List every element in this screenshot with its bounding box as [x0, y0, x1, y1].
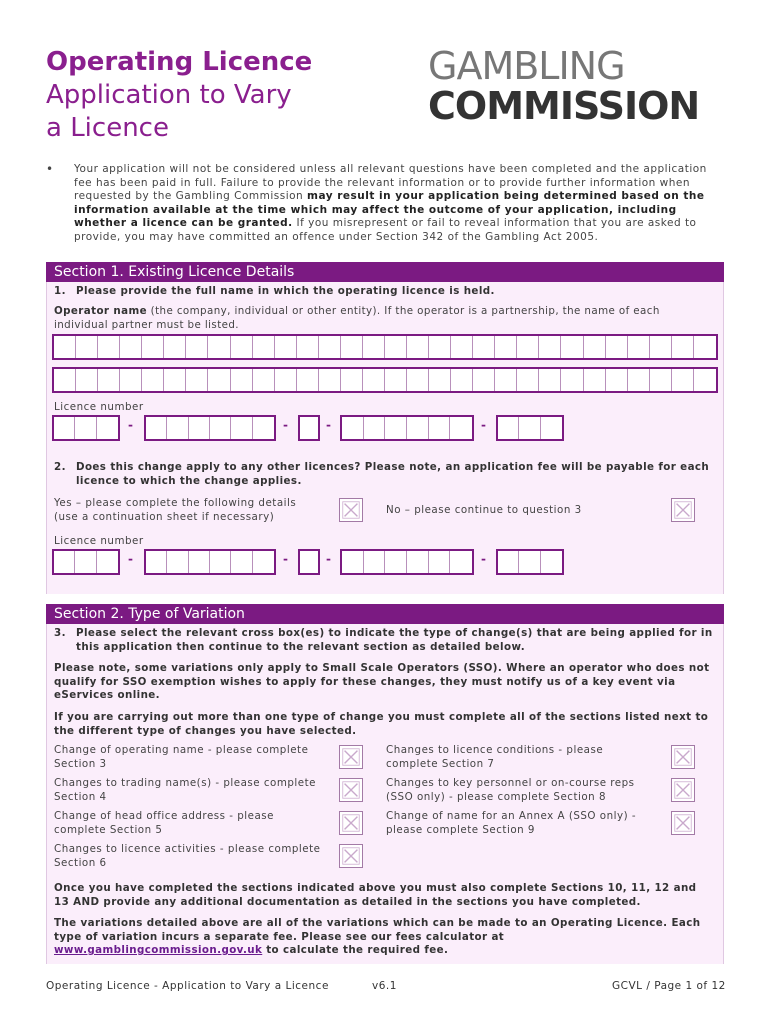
licence-number-part-5[interactable]: [496, 415, 564, 441]
option-label-line-1: Changes to key personnel or on-course reps: [386, 777, 635, 789]
option-label-line-1: Change of name for an Annex A (SSO only) -: [386, 810, 637, 822]
character-cell: [319, 336, 341, 358]
yes-option-line-1: Yes – please complete the following details: [54, 497, 297, 509]
character-cell: [98, 336, 120, 358]
option-change-operating-name: [54, 744, 324, 771]
option-changes-trading-names: [54, 777, 324, 804]
other-licence-part-1[interactable]: [52, 549, 120, 575]
character-cell: [498, 417, 519, 439]
licence-number-dash-3: -: [326, 418, 331, 432]
character-cell: [54, 417, 75, 439]
licence-number-part-4[interactable]: [340, 415, 474, 441]
character-cell: [120, 336, 142, 358]
character-cell: [519, 551, 540, 573]
question-2: [54, 461, 714, 488]
character-cell: [76, 336, 98, 358]
operator-name-field-2[interactable]: [52, 367, 718, 393]
question-2-number: 2.: [54, 461, 66, 473]
character-cell: [97, 417, 118, 439]
character-cell: [164, 369, 186, 391]
other-licence-part-4[interactable]: [340, 549, 474, 575]
character-cell: [189, 417, 210, 439]
option-label-line-2: (SSO only) - please complete Section 8: [386, 790, 606, 803]
licence-number-dash-2: -: [283, 418, 288, 432]
character-cell: [120, 369, 142, 391]
option-label-line-2: please complete Section 9: [386, 823, 535, 836]
title-line-2: Application to Vary: [46, 80, 292, 110]
section-1-header: Section 1. Existing Licence Details: [46, 262, 724, 282]
bullet-icon: •: [46, 162, 54, 176]
completion-note: Once you have completed the sections indicated above you must also complete Sections 10, 11, 12 and 13 AND provide any additional documentation as detailed in the sections you have completed.: [54, 882, 697, 908]
option-label-line-2: complete Section 7: [386, 757, 495, 770]
character-cell: [473, 336, 495, 358]
character-cell: [584, 369, 606, 391]
character-cell: [342, 417, 364, 439]
character-cell: [300, 551, 318, 573]
option-label-line-1: Changes to licence activities - please complete: [54, 843, 321, 855]
character-cell: [275, 369, 297, 391]
title-line-3: a Licence: [46, 113, 169, 143]
checkbox-change-annex-a-name[interactable]: [671, 811, 695, 835]
character-cell: [341, 336, 363, 358]
character-cell: [429, 369, 451, 391]
character-cell: [253, 551, 274, 573]
question-1: [54, 285, 495, 299]
character-cell: [451, 369, 473, 391]
checkbox-change-operating-name[interactable]: [339, 745, 363, 769]
character-cell: [541, 551, 562, 573]
character-cell: [385, 551, 407, 573]
character-cell: [210, 417, 231, 439]
character-cell: [517, 369, 539, 391]
other-licence-dash-1: -: [128, 552, 133, 566]
character-cell: [606, 369, 628, 391]
character-cell: [76, 369, 98, 391]
character-cell: [385, 417, 407, 439]
fees-note: [54, 917, 714, 958]
character-cell: [451, 336, 473, 358]
character-cell: [167, 417, 188, 439]
character-cell: [75, 417, 96, 439]
character-cell: [495, 369, 517, 391]
multiple-changes-note: If you are carrying out more than one type of change you must complete all of the sections listed next to the different type of changes you have selected.: [54, 711, 709, 737]
checkbox-changes-trading-names[interactable]: [339, 778, 363, 802]
licence-number-dash-1: -: [128, 418, 133, 432]
other-licence-dash-2: -: [283, 552, 288, 566]
character-cell: [498, 551, 519, 573]
character-cell: [275, 336, 297, 358]
character-cell: [584, 336, 606, 358]
character-cell: [146, 417, 167, 439]
character-cell: [407, 336, 429, 358]
character-cell: [429, 417, 451, 439]
character-cell: [429, 551, 451, 573]
character-cell: [342, 551, 364, 573]
licence-number-label-2: Licence number: [54, 535, 144, 547]
character-cell: [146, 551, 167, 573]
character-cell: [210, 551, 231, 573]
option-changes-key-personnel: [386, 777, 661, 804]
gambling-commission-logo: [428, 46, 699, 126]
character-cell: [164, 336, 186, 358]
character-cell: [628, 369, 650, 391]
footer-version: v6.1: [372, 980, 397, 992]
fees-note-text-2: to calculate the required fee.: [262, 944, 449, 956]
character-cell: [672, 336, 694, 358]
character-cell: [54, 369, 76, 391]
section-2-header: Section 2. Type of Variation: [46, 604, 724, 624]
character-cell: [297, 369, 319, 391]
no-checkbox[interactable]: [671, 498, 695, 522]
character-cell: [319, 369, 341, 391]
character-cell: [539, 369, 561, 391]
title-line-1: Operating Licence: [46, 47, 313, 77]
option-label-line-2: Section 3: [54, 757, 107, 770]
character-cell: [363, 336, 385, 358]
option-change-annex-a-name: [386, 810, 661, 837]
character-cell: [606, 336, 628, 358]
character-cell: [429, 336, 451, 358]
option-change-head-office: [54, 810, 324, 837]
other-licence-dash-4: -: [481, 552, 486, 566]
page-title: [46, 46, 312, 145]
character-cell: [650, 369, 672, 391]
character-cell: [407, 417, 429, 439]
option-changes-licence-activities: [54, 843, 334, 870]
character-cell: [519, 417, 540, 439]
other-licence-part-2[interactable]: [144, 549, 276, 575]
character-cell: [407, 551, 429, 573]
character-cell: [208, 336, 230, 358]
footer-page-number: GCVL / Page 1 of 12: [612, 980, 726, 992]
fees-note-text-1: The variations detailed above are all of the variations which can be made to an Operating Licence. Each type of variation incurs a separate fee. Please see our fees calculator at: [54, 917, 701, 943]
character-cell: [364, 551, 386, 573]
character-cell: [363, 369, 385, 391]
intro-notice: [46, 163, 726, 244]
character-cell: [97, 551, 118, 573]
other-licence-part-3[interactable]: [298, 549, 320, 575]
other-licence-part-5[interactable]: [496, 549, 564, 575]
character-cell: [231, 336, 253, 358]
option-label-line-1: Change of head office address - please: [54, 810, 275, 822]
character-cell: [385, 369, 407, 391]
fees-calculator-link[interactable]: www.gamblingcommission.gov.uk: [54, 944, 263, 956]
checkbox-changes-licence-conditions[interactable]: [671, 745, 695, 769]
character-cell: [450, 417, 472, 439]
option-label-line-1: Changes to licence conditions - please: [386, 744, 604, 756]
character-cell: [541, 417, 562, 439]
character-cell: [253, 417, 274, 439]
character-cell: [54, 551, 75, 573]
checkbox-changes-licence-activities[interactable]: [339, 844, 363, 868]
character-cell: [694, 336, 716, 358]
licence-number-label: Licence number: [54, 401, 144, 413]
character-cell: [450, 551, 472, 573]
intro-text-1: Your application will not be considered unless all relevant questions have been completed and the application fee has been paid in full. Failure to provide the relevant information or to provide further information when requested by the Gambling Commission: [74, 163, 707, 202]
option-label-line-1: Changes to trading name(s) - please complete: [54, 777, 316, 789]
character-cell: [407, 369, 429, 391]
no-option-label: No – please continue to question 3: [386, 504, 582, 516]
option-label-line-2: Section 4: [54, 790, 107, 803]
question-3-text: Please select the relevant cross box(es) to indicate the type of change(s) that are being applied for in this application then continue to the relevant section as detailed below.: [76, 627, 713, 653]
character-cell: [473, 369, 495, 391]
character-cell: [75, 551, 96, 573]
yes-checkbox[interactable]: [339, 498, 363, 522]
intro-text-2: If you misrepresent or fail to reveal information that you are asked to provide, you may have committed an offence under Section 342 of the Gambling Act 2005.: [74, 217, 697, 243]
question-3-number: 3.: [54, 627, 66, 639]
logo-line-1: GAMBLING: [428, 44, 625, 88]
character-cell: [142, 369, 164, 391]
character-cell: [694, 369, 716, 391]
character-cell: [517, 336, 539, 358]
sso-note: Please note, some variations only apply to Small Scale Operators (SSO). Where an operator who does not qualify for SSO exemption wishes to apply for these changes, they must notify us of a key event via eServices online.: [54, 662, 710, 701]
question-1-text: Please provide the full name in which the operating licence is held.: [76, 285, 495, 297]
option-label-line-1: Change of operating name - please complete: [54, 744, 309, 756]
character-cell: [672, 369, 694, 391]
character-cell: [98, 369, 120, 391]
character-cell: [231, 369, 253, 391]
licence-number-part-1[interactable]: [52, 415, 120, 441]
operator-name-hint: (the company, individual or other entity). If the operator is a partnership, the name of each individual partner must be listed.: [54, 305, 660, 331]
character-cell: [231, 417, 252, 439]
character-cell: [341, 369, 363, 391]
character-cell: [186, 369, 208, 391]
intro-text-bold: may result in your application being determined based on the information available at the time which may affect the outcome of your application, including whether a licence can be granted.: [74, 190, 705, 229]
character-cell: [253, 369, 275, 391]
character-cell: [300, 417, 318, 439]
character-cell: [495, 336, 517, 358]
operator-name-label: Operator name: [54, 305, 147, 317]
yes-option-line-2: (use a continuation sheet if necessary): [54, 510, 275, 523]
character-cell: [385, 336, 407, 358]
character-cell: [231, 551, 252, 573]
checkbox-change-head-office[interactable]: [339, 811, 363, 835]
question-3: [54, 627, 714, 654]
yes-option-label: [54, 497, 296, 524]
footer-document-title: Operating Licence - Application to Vary a Licence: [46, 980, 329, 992]
character-cell: [539, 336, 561, 358]
licence-number-dash-4: -: [481, 418, 486, 432]
character-cell: [189, 551, 210, 573]
character-cell: [208, 369, 230, 391]
option-changes-licence-conditions: [386, 744, 656, 771]
character-cell: [167, 551, 188, 573]
character-cell: [297, 336, 319, 358]
operator-name-field-1[interactable]: [52, 334, 718, 360]
character-cell: [628, 336, 650, 358]
other-licence-dash-3: -: [326, 552, 331, 566]
logo-line-2: COMMISSION: [428, 84, 700, 128]
option-label-line-2: complete Section 5: [54, 823, 163, 836]
question-2-text: Does this change apply to any other licences? Please note, an application fee will be payable for each licence to which the change applies.: [76, 461, 710, 487]
licence-number-part-2[interactable]: [144, 415, 276, 441]
character-cell: [253, 336, 275, 358]
character-cell: [186, 336, 208, 358]
character-cell: [561, 336, 583, 358]
operator-name-instructions: [54, 305, 714, 332]
character-cell: [561, 369, 583, 391]
character-cell: [142, 336, 164, 358]
checkbox-changes-key-personnel[interactable]: [671, 778, 695, 802]
character-cell: [54, 336, 76, 358]
question-1-number: 1.: [54, 285, 66, 297]
option-label-line-2: Section 6: [54, 856, 107, 869]
licence-number-part-3[interactable]: [298, 415, 320, 441]
character-cell: [650, 336, 672, 358]
character-cell: [364, 417, 386, 439]
